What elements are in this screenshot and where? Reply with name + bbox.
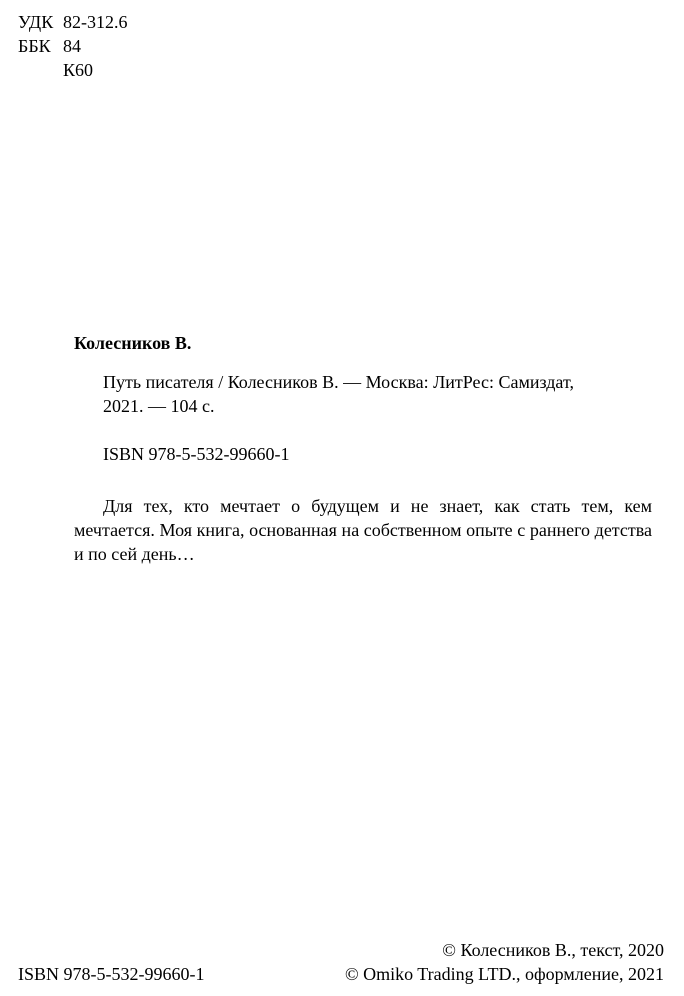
copyright-design: © Omiko Trading LTD., оформление, 2021 (344, 964, 664, 984)
author-heading: Колесников В. (74, 333, 192, 353)
udk-row (18, 10, 128, 34)
isbn: ISBN 978-5-532-99660-1 (103, 444, 290, 464)
bbk-label: ББК (18, 36, 51, 56)
copyright-block (345, 938, 664, 986)
copyright-text: © Колесников В., текст, 2020 (442, 940, 664, 960)
footer-isbn: ISBN 978-5-532-99660-1 (18, 964, 205, 984)
classification-block (18, 10, 128, 82)
bibliographic-record-line-1: Путь писателя / Колесников В. — Москва: ЛитРес: Самиздат, (103, 372, 574, 392)
bibliographic-record-line-2: 2021. — 104 с. (103, 396, 215, 416)
author-mark-row (18, 58, 128, 82)
udk-label: УДК (18, 12, 54, 32)
annotation: Для тех, кто мечтает о будущем и не знает, как стать тем, кем мечтается. Моя книга, основанная на собственном опыте с раннего детства и по сей день… (74, 496, 652, 564)
bbk-row (18, 34, 128, 58)
author-mark: К60 (63, 60, 94, 80)
udk-value: 82-312.6 (63, 12, 128, 32)
bbk-value: 84 (63, 36, 81, 56)
